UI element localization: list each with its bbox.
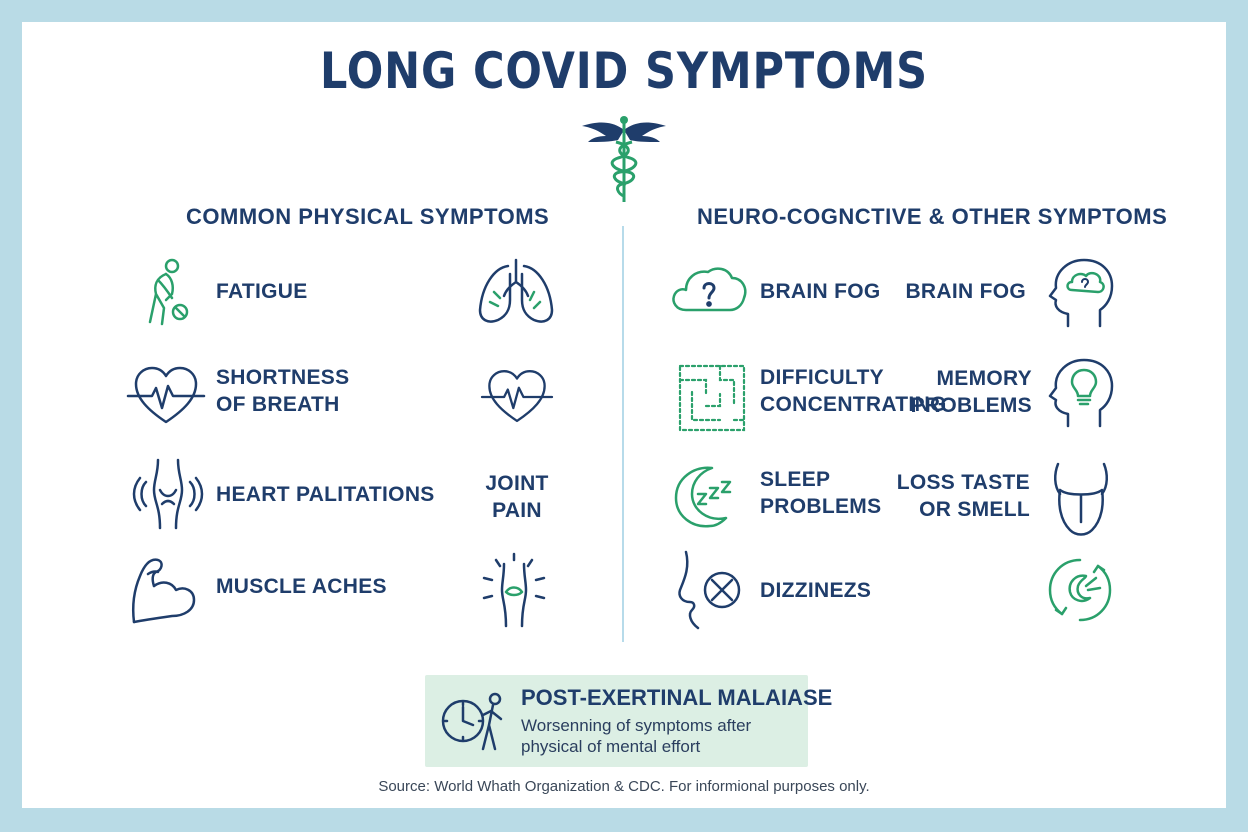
caduceus-icon [578, 112, 670, 204]
source-note: Source: World Whath Organization & CDC. For informional purposes only. [378, 778, 870, 795]
section-divider [622, 226, 624, 642]
post-exertional-malaise-box [425, 675, 833, 767]
tongue-icon [1050, 460, 1112, 536]
spinning-dizzy-icon [1046, 556, 1114, 624]
lungs-icon [476, 256, 556, 328]
loss-taste-smell-label: LOSS TASTE OR SMELL [896, 471, 1030, 521]
heart-palpitations-label: HEART PALITATIONS [216, 483, 435, 506]
pem-description: Worsenning of symptoms after physical of mental effort [521, 716, 752, 756]
heartbeat-heart-icon [126, 358, 206, 434]
clock-person-icon [439, 689, 507, 753]
brain-fog-label: BRAIN FOG [760, 280, 881, 303]
brain-fog-right-label: BRAIN FOG [905, 280, 1026, 303]
joint-pain-label: JOINT PAIN [485, 472, 549, 522]
head-cloud-icon [1046, 256, 1114, 328]
fatigue-label: FATIGUE [216, 280, 308, 303]
nose-x-icon [676, 550, 748, 630]
head-lightbulb-icon [1046, 356, 1114, 428]
pulsing-joint-icon [130, 456, 206, 532]
heartbeat-heart-icon [480, 362, 554, 432]
difficulty-concentrating-label: DIFFICULTY CONCENTRATING [760, 366, 947, 416]
moon-zzz-icon [668, 460, 740, 532]
tired-person-icon [128, 256, 204, 332]
page-title: LONG COVID SYMPTOMS [320, 42, 928, 100]
physical-section-title: COMMON PHYSICAL SYMPTOMS [186, 204, 550, 229]
cloud-question-icon [670, 260, 748, 320]
dizziness-label: DIZZINEZS [760, 579, 872, 602]
knee-joint-pain-icon [476, 552, 552, 628]
memory-problems-label: MEMORY PROBLEMS [910, 367, 1032, 417]
shortness-of-breath-label: SHORTNESS OF BREATH [216, 366, 350, 416]
pem-title: POST-EXERTINAL MALAIASE [521, 685, 833, 710]
flexed-arm-icon [128, 550, 204, 626]
neuro-section-title: NEURO-COGNCTIVE & OTHER SYMPTOMS [697, 204, 1168, 229]
muscle-aches-label: MUSCLE ACHES [216, 575, 387, 598]
maze-icon [676, 362, 748, 434]
sleep-problems-label: SLEEP PROBLEMS [760, 468, 882, 518]
